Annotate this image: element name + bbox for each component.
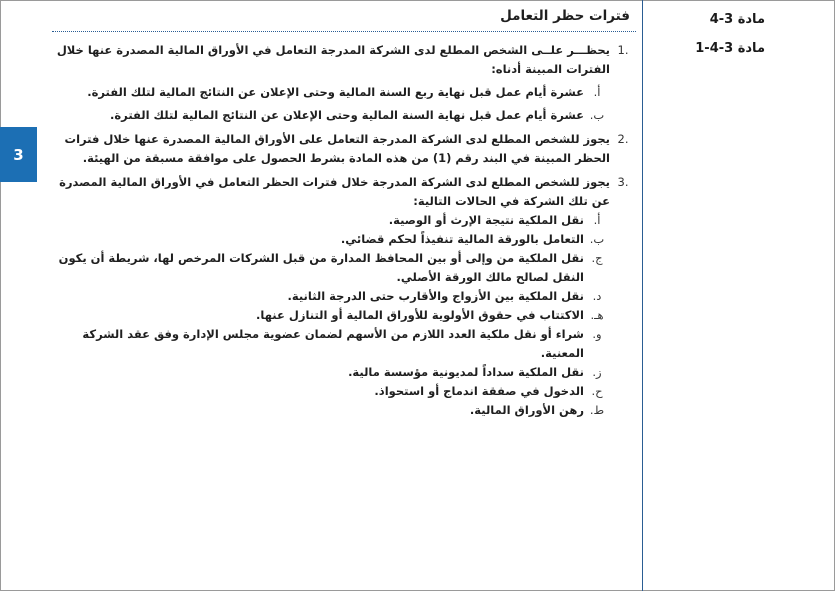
document-content (52, 6, 636, 425)
sub-item-text: نقل الملكية نتيجة الإرث أو الوصية. (388, 213, 584, 227)
sub-item (52, 306, 610, 325)
sub-item-letter: ب. (589, 232, 605, 246)
item-text: يحظـــر علــى الشخص المطلع لدى الشركة المدرجة التعامل في الأوراق المالية المصدرة عنها خلال الفترات المبينة أدناه: (56, 43, 610, 76)
sub-item-text: عشرة أيام عمل قبل نهاية السنة المالية وحتى الإعلان عن النتائج المالية لتلك الفترة. (110, 108, 584, 122)
sub-item-text: نقل الملكية من وإلى أو بين المحافظ المدارة من قبل الشركات المرخص لها، شريطة أن يكون النقل لصالح مالك الورقة الأصلي. (58, 251, 584, 284)
item-text: يجوز للشخص المطلع لدى الشركة المدرجة خلال فترات الحظر التعامل في الأوراق المالية المصدرة عن تلك الشركة في الحالات التالية: (59, 175, 610, 208)
item-number: .3 (617, 175, 629, 189)
sub-item-letter: أ. (593, 213, 601, 227)
sub-item-text: التعامل بالورقة المالية تنفيذاً لحكم قضائي. (340, 232, 584, 246)
item-number: .2 (617, 132, 629, 146)
sub-item (52, 211, 610, 230)
sub-item-letter: ز. (592, 365, 602, 379)
list-item (52, 130, 636, 168)
sub-item (52, 230, 610, 249)
sub-item (52, 363, 610, 382)
sub-item-letter: د. (592, 289, 602, 303)
sub-item-text: نقل الملكية بين الأزواج والأقارب حتى الدرجة الثانية. (287, 289, 584, 303)
sub-item-letter: أ. (593, 85, 601, 99)
item-text: يجوز للشخص المطلع لدى الشركة المدرجة التعامل على الأوراق المالية المصدرة عنها خلال فترات الحظر المبينة في البند رقم (1) من هذه المادة بشرط الحصول على موافقة مسبقة من الهيئة. (64, 132, 610, 165)
sub-item-letter: ب. (589, 108, 605, 122)
sub-item (52, 106, 610, 125)
sub-item-letter: ح. (591, 384, 603, 398)
sub-item (52, 249, 610, 287)
sub-item (52, 401, 610, 420)
list-item (52, 41, 636, 125)
article-label: مادة 3-4-1 (695, 41, 765, 56)
item-number: .1 (617, 43, 629, 57)
sub-item-text: رهن الأوراق المالية. (469, 403, 584, 417)
section-title: فترات حظر التعامل (52, 6, 636, 32)
sub-item (52, 83, 610, 102)
sub-item-text: الاكتتاب في حقوق الأولوية للأوراق المالية أو التنازل عنها. (256, 308, 584, 322)
sub-item-letter: و. (592, 327, 602, 341)
list-item (52, 173, 636, 420)
sub-item-letter: ج. (591, 251, 603, 265)
sub-item-text: نقل الملكية سداداً لمديونية مؤسسة مالية. (348, 365, 584, 379)
sub-item-text: عشرة أيام عمل قبل نهاية ربع السنة المالية وحتى الإعلان عن النتائج المالية لتلك الفترة. (87, 85, 584, 99)
sub-item-text: شراء أو نقل ملكية العدد اللازم من الأسهم لضمان عضوية مجلس الإدارة وفق عقد الشركة المعنية. (82, 327, 584, 360)
sub-item (52, 325, 610, 363)
sub-item (52, 287, 610, 306)
chapter-tab: 3 (0, 127, 37, 182)
article-column (642, 0, 835, 591)
sub-item (52, 382, 610, 401)
sub-item-letter: هـ. (590, 308, 604, 322)
article-label: مادة 3-4 (709, 12, 765, 27)
sub-item-letter: ط. (589, 403, 605, 417)
sub-item-text: الدخول في صفقة اندماج أو استحواذ. (374, 384, 584, 398)
